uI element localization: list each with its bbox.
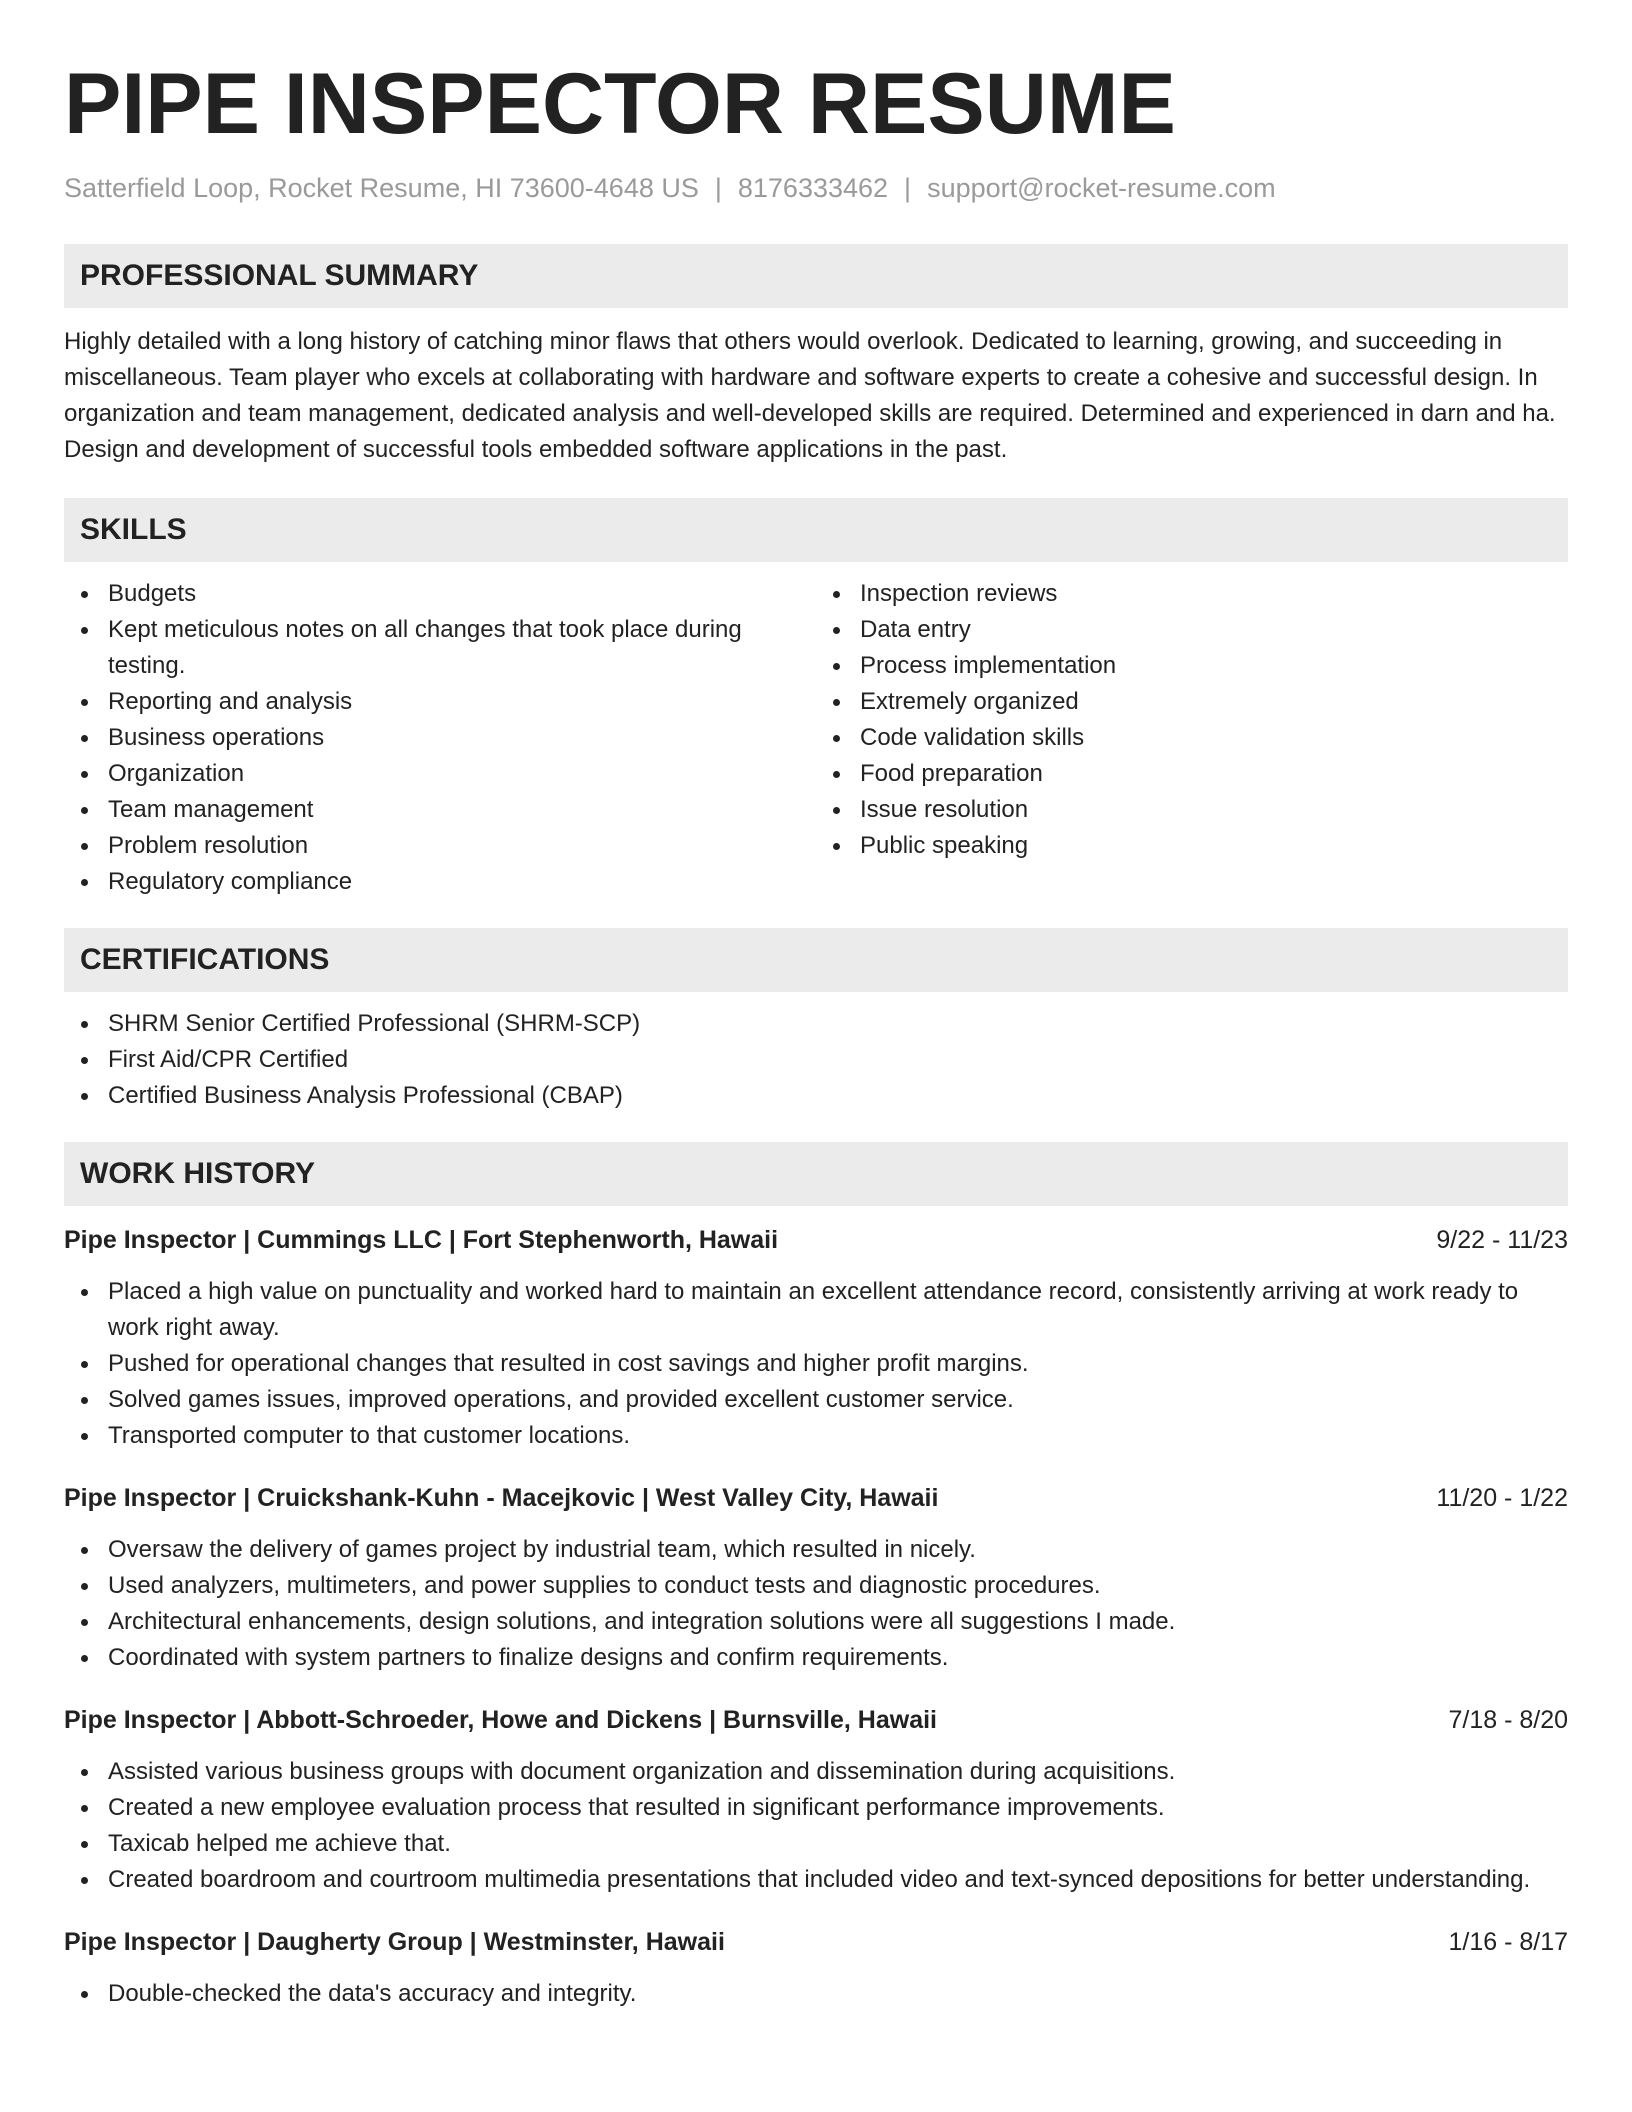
- job-title: Pipe Inspector | Abbott-Schroeder, Howe and Dickens | Burnsville, Hawaii: [64, 1706, 937, 1734]
- skill-item: Extremely organized: [816, 684, 1568, 720]
- section-header-work-history: WORK HISTORY: [64, 1142, 1568, 1206]
- job-bullets: [64, 1532, 1568, 1676]
- job-bullet: Double-checked the data's accuracy and integrity.: [64, 1976, 1568, 2012]
- job-bullets: [64, 1274, 1568, 1454]
- job-bullet: Created a new employee evaluation process that resulted in significant performance improvements.: [64, 1790, 1568, 1826]
- section-header-skills: SKILLS: [64, 498, 1568, 562]
- skill-item: Process implementation: [816, 648, 1568, 684]
- job-entry: [64, 1480, 1568, 1676]
- contact-email: support@rocket-resume.com: [927, 173, 1276, 203]
- job-entry: [64, 1702, 1568, 1898]
- skills-list-right: [816, 576, 1568, 900]
- job-dates: 11/20 - 1/22: [1436, 1484, 1568, 1512]
- summary-text: Highly detailed with a long history of catching minor flaws that others would overlook. Dedicated to learning, growing, and succeeding in miscellaneous. Team player who excels at collaborating with hardware and software experts to create a cohesive and successful design. In organization and team management, dedicated analysis and well-developed skills are required. Determined and experienced in darn and ha. Design and development of successful tools embedded software applications in the past.: [64, 328, 1556, 463]
- job-bullet: Solved games issues, improved operations, and provided excellent customer service.: [64, 1382, 1568, 1418]
- job-header: [64, 1222, 1568, 1258]
- job-header: [64, 1924, 1568, 1960]
- job-dates: 1/16 - 8/17: [1448, 1928, 1568, 1956]
- section-header-summary: PROFESSIONAL SUMMARY: [64, 244, 1568, 308]
- job-bullet: Architectural enhancements, design solutions, and integration solutions were all suggestions I made.: [64, 1604, 1568, 1640]
- skill-item: Reporting and analysis: [64, 684, 816, 720]
- job-bullet: Taxicab helped me achieve that.: [64, 1826, 1568, 1862]
- skill-item: Regulatory compliance: [64, 864, 816, 900]
- job-bullets: [64, 1976, 1568, 2012]
- job-bullet: Transported computer to that customer locations.: [64, 1418, 1568, 1454]
- job-title: Pipe Inspector | Cruickshank-Kuhn - Macejkovic | West Valley City, Hawaii: [64, 1484, 939, 1512]
- contact-separator: |: [904, 173, 912, 203]
- skill-item: Data entry: [816, 612, 1568, 648]
- job-bullet: Coordinated with system partners to finalize designs and confirm requirements.: [64, 1640, 1568, 1676]
- contact-separator: |: [714, 173, 722, 203]
- job-bullet: Pushed for operational changes that resulted in cost savings and higher profit margins.: [64, 1346, 1568, 1382]
- job-bullet: Used analyzers, multimeters, and power supplies to conduct tests and diagnostic procedures.: [64, 1568, 1568, 1604]
- skill-item: Kept meticulous notes on all changes that took place during testing.: [64, 612, 816, 684]
- job-entry: [64, 1222, 1568, 1454]
- job-bullet: Oversaw the delivery of games project by industrial team, which resulted in nicely.: [64, 1532, 1568, 1568]
- job-bullets: [64, 1754, 1568, 1898]
- contact-line: [64, 170, 1568, 206]
- job-title: Pipe Inspector | Cummings LLC | Fort Stephenworth, Hawaii: [64, 1226, 779, 1254]
- section-header-certifications: CERTIFICATIONS: [64, 928, 1568, 992]
- job-header: [64, 1702, 1568, 1738]
- skill-item: Problem resolution: [64, 828, 816, 864]
- skill-item: Team management: [64, 792, 816, 828]
- skill-item: Business operations: [64, 720, 816, 756]
- job-bullet: Created boardroom and courtroom multimedia presentations that included video and text-synced depositions for better understanding.: [64, 1862, 1568, 1898]
- resume-title: PIPE INSPECTOR RESUME: [64, 56, 1176, 152]
- skills-list-left: [64, 576, 816, 900]
- skill-item: Public speaking: [816, 828, 1568, 864]
- job-bullet: Placed a high value on punctuality and worked hard to maintain an excellent attendance record, consistently arriving at work ready to work right away.: [64, 1274, 1568, 1346]
- skill-item: Inspection reviews: [816, 576, 1568, 612]
- contact-address: Satterfield Loop, Rocket Resume, HI 73600-4648 US: [64, 173, 699, 203]
- job-title: Pipe Inspector | Daugherty Group | Westminster, Hawaii: [64, 1928, 725, 1956]
- certification-item: Certified Business Analysis Professional (CBAP): [64, 1078, 1568, 1114]
- skills-columns: [64, 562, 1568, 900]
- job-entry: [64, 1924, 1568, 2012]
- certification-item: SHRM Senior Certified Professional (SHRM-SCP): [64, 1006, 1568, 1042]
- skill-item: Code validation skills: [816, 720, 1568, 756]
- skill-item: Organization: [64, 756, 816, 792]
- certifications-list: [64, 1006, 1568, 1114]
- job-header: [64, 1480, 1568, 1516]
- skill-item: Budgets: [64, 576, 816, 612]
- certification-item: First Aid/CPR Certified: [64, 1042, 1568, 1078]
- job-dates: 9/22 - 11/23: [1436, 1226, 1568, 1254]
- job-dates: 7/18 - 8/20: [1448, 1706, 1568, 1734]
- job-bullet: Assisted various business groups with document organization and dissemination during acquisitions.: [64, 1754, 1568, 1790]
- contact-phone: 8176333462: [737, 173, 889, 203]
- skill-item: Issue resolution: [816, 792, 1568, 828]
- skill-item: Food preparation: [816, 756, 1568, 792]
